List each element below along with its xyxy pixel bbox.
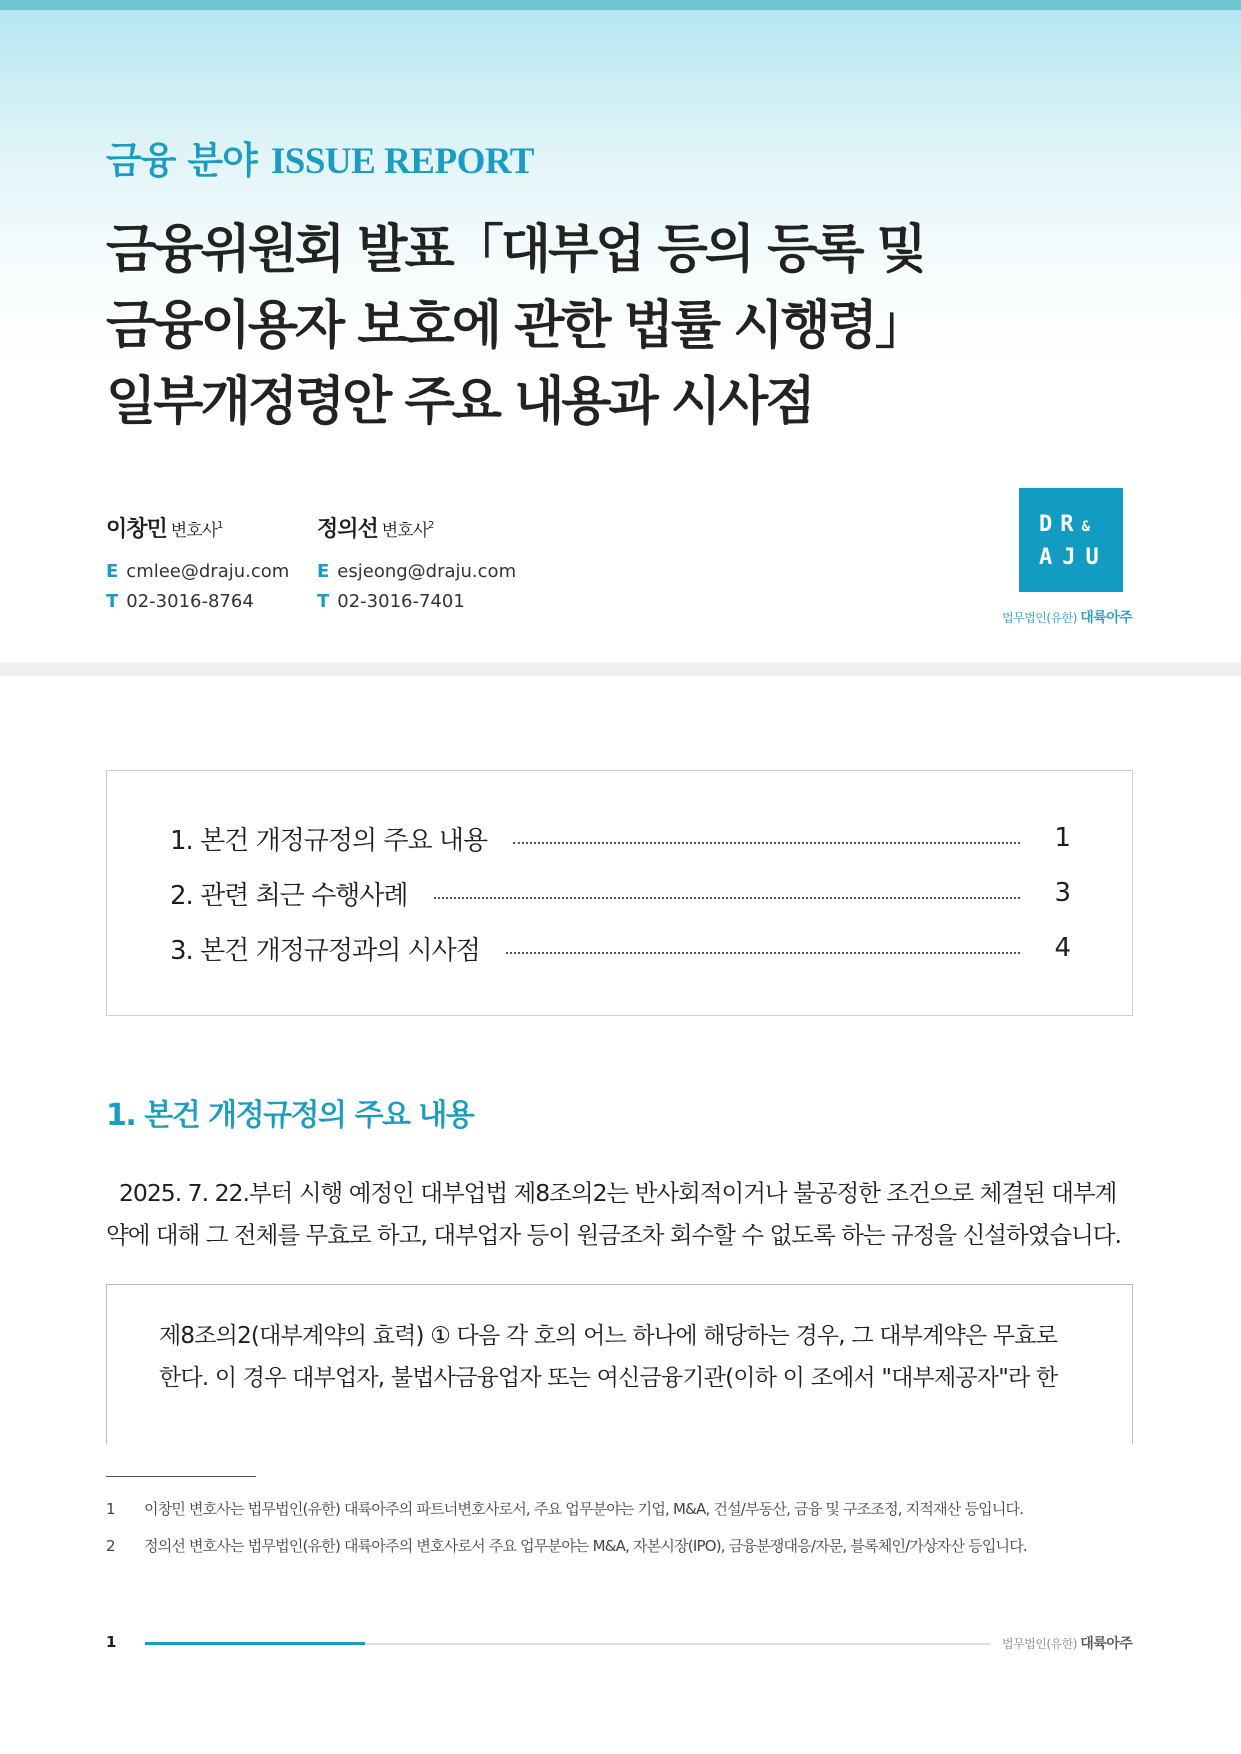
footer-firm-name	[1002, 1633, 1132, 1653]
email-label: E	[106, 561, 119, 582]
author-name: 정의선	[317, 517, 378, 542]
author-contact	[106, 557, 289, 617]
firm-name-prefix: 법무법인(유한)	[1002, 611, 1077, 625]
report-title	[106, 212, 924, 440]
footnote-number: 1	[106, 1500, 115, 1518]
toc-item-label: 2. 관련 최근 수행사례	[170, 880, 408, 911]
toc-item-label: 1. 본건 개정규정의 주요 내용	[170, 825, 488, 856]
footer-firm-prefix: 법무법인(유한)	[1002, 1637, 1077, 1651]
law-excerpt-text	[159, 1315, 1057, 1399]
law-excerpt-line: 한다. 이 경우 대부업자, 불법사금융업자 또는 여신금융기관(이하 이 조에서 "대부제공자"라 한	[159, 1365, 1058, 1391]
author-name-line	[106, 512, 289, 543]
author-contact	[317, 557, 516, 617]
email-line	[106, 557, 289, 587]
report-title-line: 일부개정령안 주요 내용과 시사점	[106, 372, 813, 432]
phone-label: T	[317, 591, 330, 612]
law-excerpt-box	[106, 1284, 1133, 1444]
author-role: 변호사	[170, 521, 218, 541]
footnote-number: 2	[106, 1537, 115, 1555]
toc-item[interactable]	[170, 821, 1070, 855]
toc-item[interactable]	[170, 876, 1070, 910]
report-tag-type: ISSUE REPORT	[270, 141, 534, 182]
email-label: E	[317, 561, 330, 582]
phone-number: 02-3016-8764	[126, 591, 254, 612]
phone-number: 02-3016-7401	[337, 591, 465, 612]
toc-leader-dots	[513, 842, 1020, 844]
footnote-ref[interactable]: 2	[428, 520, 434, 531]
author-card	[106, 512, 289, 617]
firm-logo	[1019, 488, 1123, 592]
email-link[interactable]: cmlee@draju.com	[126, 561, 290, 582]
toc-leader-dots	[506, 952, 1020, 954]
logo-letters-bottom: AJU	[1039, 545, 1109, 570]
page-progress-fill	[145, 1642, 365, 1645]
page-number: 1	[106, 1633, 117, 1651]
section-paragraph	[106, 1172, 1136, 1256]
toc-item-label: 3. 본건 개정규정과의 시사점	[170, 935, 480, 966]
footnote-text: 이창민 변호사는 법무법인(유한) 대륙아주의 파트너변호사로서, 주요 업무분야는 기업, M&A, 건설/부동산, 금융 및 구조조정, 지적재산 등입니다.	[144, 1500, 1024, 1518]
report-tag-category: 금융 분야	[106, 139, 257, 182]
firm-name-main: 대륙아주	[1080, 610, 1133, 626]
toc-item-page: 3	[1054, 878, 1070, 908]
logo-ampersand: &	[1081, 519, 1090, 535]
author-name-line	[317, 512, 516, 543]
author-name: 이창민	[106, 517, 167, 542]
page-progress-bar	[145, 1643, 990, 1645]
table-of-contents	[106, 770, 1133, 1016]
footnote-separator	[106, 1476, 256, 1477]
footer-firm-main: 대륙아주	[1080, 1636, 1133, 1652]
footnote	[106, 1498, 1023, 1519]
logo-line-1	[1039, 512, 1090, 537]
section-divider-band	[0, 662, 1241, 676]
report-tag	[106, 130, 534, 184]
top-accent-bar	[0, 0, 1241, 10]
report-title-line: 금융이용자 보호에 관한 법률 시행령」	[106, 296, 924, 356]
toc-item-page: 1	[1054, 823, 1070, 853]
toc-item-page: 4	[1054, 933, 1070, 963]
email-line	[317, 557, 516, 587]
paragraph-line: 약에 대해 그 전체를 무효로 하고, 대부업자 등이 원금조차 회수할 수 없도록 하는 규정을 신설하였습니다.	[106, 1221, 1121, 1249]
email-link[interactable]: esjeong@draju.com	[337, 561, 517, 582]
logo-letters-top: DR	[1039, 512, 1082, 537]
footnote-text: 정의선 변호사는 법무법인(유한) 대륙아주의 변호사로서 주요 업무분야는 M&A, 자본시장(IPO), 금융분쟁대응/자문, 블록체인/가상자산 등입니다.	[144, 1537, 1027, 1555]
author-role: 변호사	[381, 521, 429, 541]
phone-line	[106, 587, 289, 617]
toc-leader-dots	[434, 897, 1020, 899]
paragraph-line: 2025. 7. 22.부터 시행 예정인 대부업법 제8조의2는 반사회적이거나 불공정한 조건으로 체결된 대부계	[106, 1179, 1117, 1207]
footnote	[106, 1535, 1027, 1556]
phone-label: T	[106, 591, 119, 612]
report-title-line: 금융위원회 발표「대부업 등의 등록 및	[106, 220, 924, 280]
toc-item[interactable]	[170, 931, 1070, 965]
law-excerpt-line: 제8조의2(대부계약의 효력) ① 다음 각 호의 어느 하나에 해당하는 경우, 그 대부계약은 무효로	[159, 1323, 1058, 1349]
section-heading: 1. 본건 개정규정의 주요 내용	[106, 1098, 474, 1133]
footnote-ref[interactable]: 1	[217, 520, 223, 531]
firm-name	[1002, 607, 1132, 627]
author-card	[317, 512, 516, 617]
phone-line	[317, 587, 516, 617]
